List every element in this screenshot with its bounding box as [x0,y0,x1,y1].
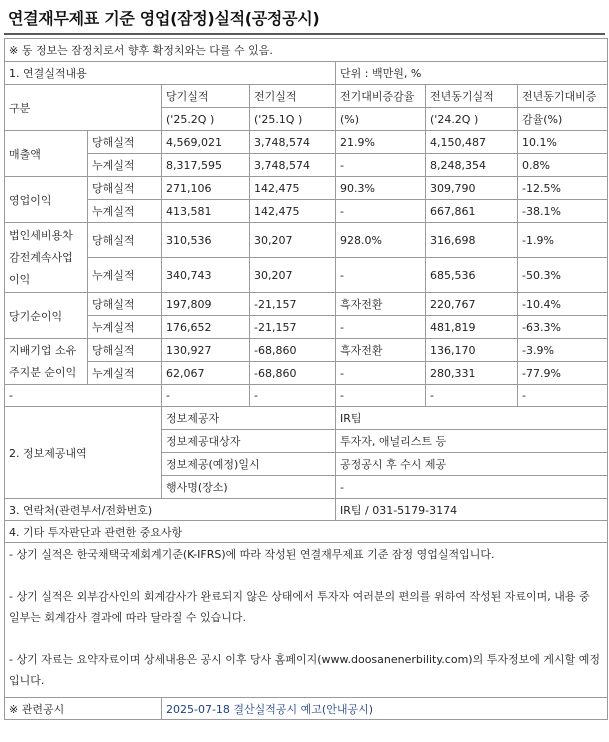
info-row [5,407,608,430]
cell-yoy: -12.5% [518,177,608,200]
empty-data-row [5,385,608,407]
info-label: 정보제공자 [162,407,336,430]
cell-yoy: -63.3% [518,316,608,339]
cell-previous: -68,860 [250,362,336,385]
cell-prior-year: 4,150,487 [426,131,518,154]
cell-current: 197,809 [162,293,250,316]
cell-current: 271,106 [162,177,250,200]
notes-row [5,543,608,698]
row-type: 누계실적 [88,200,162,223]
cell-qoq: 928.0% [336,223,426,258]
related-label: ※ 관련공시 [5,698,162,720]
cell-current: 413,581 [162,200,250,223]
previous-period-label: ('25.1Q ) [250,108,336,131]
section1-label: 1. 연결실적내용 [5,62,336,85]
cell-prior-year: 667,861 [426,200,518,223]
disclosure-table [4,38,608,720]
cell-current: 340,743 [162,258,250,293]
prior-year-header: 전년동기실적 [426,85,518,108]
row-item-label: 영업이익 [5,177,88,223]
info-value: IR팀 [336,407,608,430]
related-disclosure-link[interactable]: 2025-07-18 결산실적공시 예고(안내공시) [166,702,374,716]
category-header: 구분 [5,85,162,131]
unit-label: 단위 : 백만원, % [336,62,608,85]
cell-qoq: 21.9% [336,131,426,154]
info-value: 공정공시 후 수시 제공 [336,453,608,476]
row-item-label: 당기순이익 [5,293,88,339]
table-row [5,131,608,154]
cell-qoq: - [336,258,426,293]
table-row [5,200,608,223]
table-row [5,177,608,200]
cell-prior-year: 309,790 [426,177,518,200]
previous-period-header: 전기실적 [250,85,336,108]
qoq-unit-label: (%) [336,108,426,131]
notes-cell [5,543,608,698]
table-row [5,258,608,293]
disclaimer-text: ※ 동 정보는 잠정치로서 향후 확정치와는 다를 수 있음. [5,39,608,62]
empty-cell: - [518,385,608,407]
note-item: - 상기 실적은 한국채택국제회계기준(K-IFRS)에 따라 작성된 연결재무제표 기준 잠정 영업실적입니다. [9,548,495,561]
section4-label: 4. 기타 투자판단과 관련한 중요사항 [5,521,608,543]
related-cell [162,698,608,720]
row-item-label: 법인세비용차감전계속사업이익 [5,223,88,293]
cell-qoq: 90.3% [336,177,426,200]
table-row [5,223,608,258]
cell-current: 310,536 [162,223,250,258]
cell-prior-year: 8,248,354 [426,154,518,177]
cell-yoy: -3.9% [518,339,608,362]
cell-previous: 30,207 [250,258,336,293]
info-label: 정보제공대상자 [162,430,336,453]
empty-cell: - [5,385,162,407]
cell-current: 4,569,021 [162,131,250,154]
related-row [5,698,608,720]
row-type: 누계실적 [88,362,162,385]
note-item: - 상기 자료는 요약자료이며 상세내용은 공시 이후 당사 홈페이지(www.doosanenerbility.com)의 투자정보에 게시할 예정입니다. [9,653,600,687]
row-type: 누계실적 [88,154,162,177]
empty-cell: - [426,385,518,407]
row-type: 당해실적 [88,339,162,362]
info-value: 투자자, 애널리스트 등 [336,430,608,453]
cell-qoq: - [336,362,426,385]
page-title: 연결재무제표 기준 영업(잠정)실적(공정공시) [8,9,320,28]
table-row [5,154,608,177]
info-label: 행사명(장소) [162,476,336,499]
cell-qoq: - [336,154,426,177]
cell-yoy: -10.4% [518,293,608,316]
cell-qoq: - [336,316,426,339]
cell-prior-year: 685,536 [426,258,518,293]
cell-previous: 3,748,574 [250,154,336,177]
cell-yoy: -77.9% [518,362,608,385]
cell-previous: -21,157 [250,293,336,316]
cell-previous: 30,207 [250,223,336,258]
contact-value: IR팀 / 031-5179-3174 [336,499,608,521]
contact-row [5,499,608,521]
empty-cell: - [250,385,336,407]
table-row [5,339,608,362]
current-period-label: ('25.2Q ) [162,108,250,131]
info-label: 정보제공(예정)일시 [162,453,336,476]
cell-yoy: -38.1% [518,200,608,223]
row-type: 당해실적 [88,177,162,200]
cell-yoy: -50.3% [518,258,608,293]
cell-current: 62,067 [162,362,250,385]
section1-header-row [5,62,608,85]
cell-prior-year: 316,698 [426,223,518,258]
yoy-change-header: 전년동기대비증 [518,85,608,108]
table-row [5,316,608,339]
row-type: 당해실적 [88,293,162,316]
cell-yoy: 10.1% [518,131,608,154]
empty-cell: - [162,385,250,407]
qoq-change-header: 전기대비증감율 [336,85,426,108]
cell-current: 130,927 [162,339,250,362]
cell-yoy: -1.9% [518,223,608,258]
cell-qoq: 흑자전환 [336,293,426,316]
cell-previous: 142,475 [250,177,336,200]
section4-header-row [5,521,608,543]
cell-prior-year: 136,170 [426,339,518,362]
section2-label: 2. 정보제공내역 [5,407,162,499]
row-type: 당해실적 [88,223,162,258]
cell-previous: 142,475 [250,200,336,223]
yoy-unit-label: 감율(%) [518,108,608,131]
cell-prior-year: 220,767 [426,293,518,316]
cell-current: 176,652 [162,316,250,339]
current-period-header: 당기실적 [162,85,250,108]
row-item-label: 매출액 [5,131,88,177]
cell-previous: 3,748,574 [250,131,336,154]
empty-cell: - [336,385,426,407]
note-item: - 상기 실적은 외부감사인의 회계감사가 완료되지 않은 상태에서 투자자 여러분의 편의를 위하여 작성된 자료이며, 내용 중 일부는 회계감사 결과에 따라 달라질 수 있습니다. [9,590,590,624]
row-type: 누계실적 [88,316,162,339]
cell-qoq: 흑자전환 [336,339,426,362]
cell-prior-year: 280,331 [426,362,518,385]
table-row [5,293,608,316]
cell-current: 8,317,595 [162,154,250,177]
cell-qoq: - [336,200,426,223]
table-row [5,362,608,385]
row-type: 누계실적 [88,258,162,293]
cell-yoy: 0.8% [518,154,608,177]
disclaimer-row [5,39,608,62]
row-item-label: 지배기업 소유주지분 순이익 [5,339,88,385]
column-header-row [5,85,608,108]
title-divider [4,33,605,35]
row-type: 당해실적 [88,131,162,154]
info-value: - [336,476,608,499]
prior-year-period-label: ('24.2Q ) [426,108,518,131]
cell-previous: -68,860 [250,339,336,362]
cell-prior-year: 481,819 [426,316,518,339]
cell-previous: -21,157 [250,316,336,339]
section3-label: 3. 연락처(관련부서/전화번호) [5,499,336,521]
